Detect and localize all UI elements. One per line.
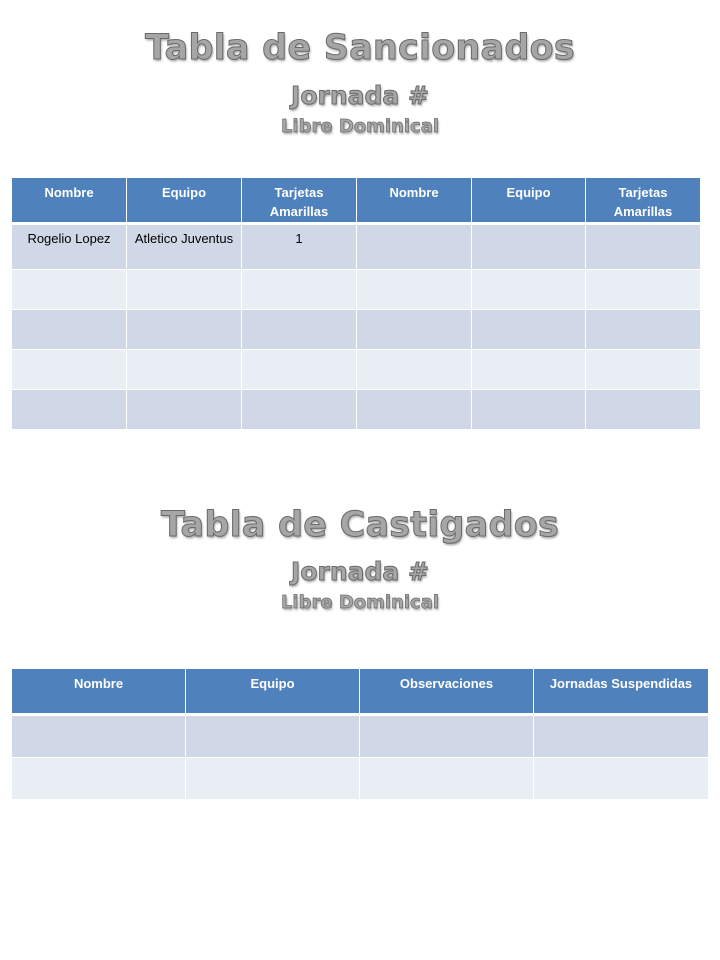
table-cell — [242, 270, 357, 310]
table-cell: Atletico Juventus — [127, 225, 242, 270]
table-cell — [586, 390, 700, 430]
table-cell — [242, 350, 357, 390]
table-cell — [472, 350, 586, 390]
table-cell — [586, 350, 700, 390]
table-cell — [242, 310, 357, 350]
table-cell — [127, 310, 242, 350]
sancionados-league: Libre Dominical — [280, 116, 440, 137]
table-cell — [12, 350, 127, 390]
table-cell — [12, 716, 186, 758]
table-cell — [472, 270, 586, 310]
table-cell — [12, 270, 127, 310]
castigados-league: Libre Dominical — [280, 592, 440, 613]
table-cell — [242, 390, 357, 430]
table-cell — [12, 310, 127, 350]
table-cell: 1 — [242, 225, 357, 270]
table-cell — [360, 716, 534, 758]
header-cell-nombre: Nombre — [12, 178, 127, 225]
table-cell — [186, 716, 360, 758]
table-cell — [127, 270, 242, 310]
table-cell — [360, 758, 534, 800]
table-cell — [534, 758, 708, 800]
table-cell — [357, 270, 472, 310]
table-row — [12, 350, 700, 390]
table-cell — [586, 310, 700, 350]
table-cell — [472, 310, 586, 350]
castigados-jornada: Jornada # — [291, 557, 429, 586]
header-cell-nombre: Nombre — [12, 669, 186, 716]
header-cell-tarjetas-amarillas: Tarjetas Amarillas — [242, 178, 357, 225]
table-cell — [12, 390, 127, 430]
sancionados-table — [12, 178, 700, 430]
table-cell — [127, 350, 242, 390]
castigados-table — [12, 669, 708, 800]
table-row — [12, 225, 700, 270]
header-cell-equipo: Equipo — [472, 178, 586, 225]
table-cell — [472, 225, 586, 270]
table-cell — [357, 225, 472, 270]
sancionados-title: Tabla de Sancionados — [145, 28, 575, 68]
table-row — [12, 390, 700, 430]
castigados-header-row — [12, 669, 708, 716]
castigados-title: Tabla de Castigados — [160, 505, 560, 545]
table-row — [12, 310, 700, 350]
table-row — [12, 758, 708, 800]
sancionados-header-row — [12, 178, 700, 225]
table-cell — [127, 390, 242, 430]
header-cell-jornadas-suspendidas: Jornadas Suspendidas — [534, 669, 708, 716]
header-cell-nombre: Nombre — [357, 178, 472, 225]
table-cell — [357, 390, 472, 430]
sancionados-jornada: Jornada # — [291, 81, 429, 110]
table-cell — [534, 716, 708, 758]
header-cell-observaciones: Observaciones — [360, 669, 534, 716]
table-row — [12, 270, 700, 310]
header-cell-equipo: Equipo — [127, 178, 242, 225]
table-cell: Rogelio Lopez — [12, 225, 127, 270]
table-row — [12, 716, 708, 758]
header-cell-equipo: Equipo — [186, 669, 360, 716]
table-cell — [586, 225, 700, 270]
header-cell-tarjetas-amarillas: Tarjetas Amarillas — [586, 178, 700, 225]
table-cell — [586, 270, 700, 310]
table-cell — [12, 758, 186, 800]
table-cell — [472, 390, 586, 430]
table-cell — [357, 350, 472, 390]
table-cell — [186, 758, 360, 800]
table-cell — [357, 310, 472, 350]
